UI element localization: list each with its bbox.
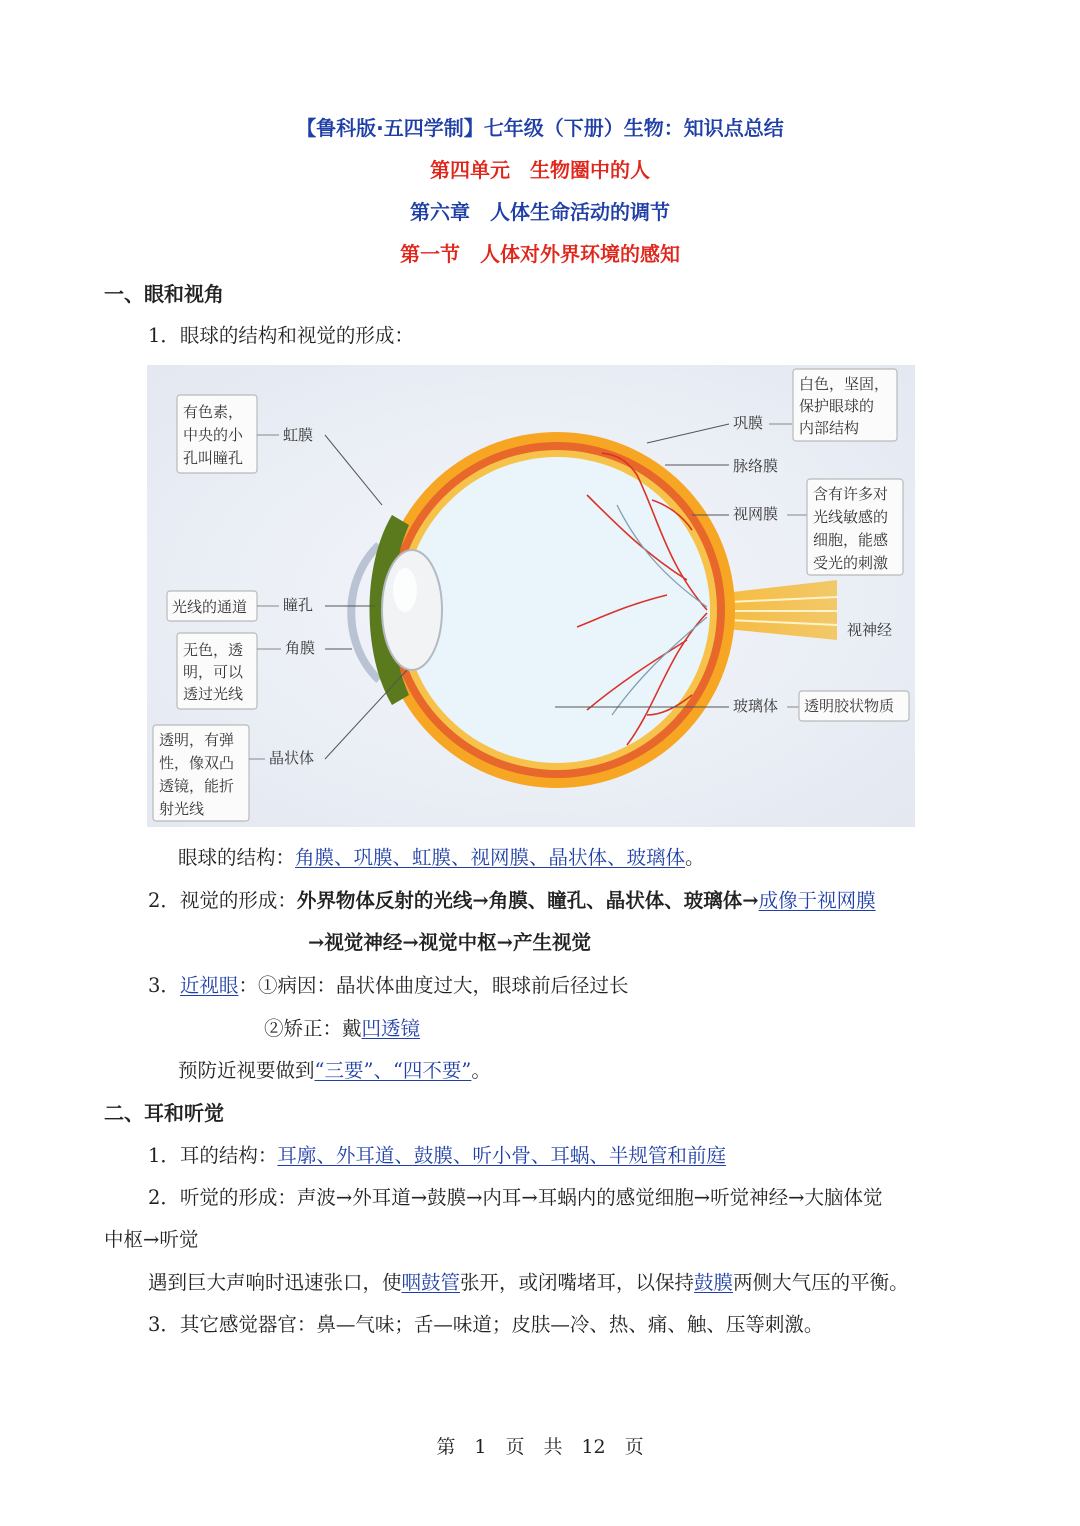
- hearing-formation-b: 中枢→听觉: [104, 1228, 199, 1251]
- ear-tip-c: 两侧大气压的平衡。: [733, 1271, 909, 1294]
- lens-note-2: 性，像双凸: [159, 754, 235, 772]
- ear-structure-label: 1．耳的结构：: [148, 1144, 278, 1167]
- lens-label: 晶状体: [269, 749, 315, 767]
- cornea-note-1: 无色，透: [183, 641, 244, 659]
- page-number: 第 1 页 共 12 页: [436, 1436, 644, 1458]
- sclera-note-1: 白色，坚固，: [799, 375, 890, 393]
- lens-note-3: 透镜，能折: [159, 777, 235, 795]
- myopia-fix: ②矫正：戴: [264, 1017, 362, 1040]
- choroid-label: 脉络膜: [733, 457, 779, 475]
- retina-note-2: 光线敏感的: [813, 508, 889, 526]
- eye-structure-line: [178, 845, 705, 871]
- vitreous-note: 透明胶状物质: [804, 697, 895, 715]
- cornea-note-2: 明，可以: [183, 663, 244, 681]
- myopia-fix-line: [264, 1016, 420, 1042]
- myopia-num: 3．: [148, 974, 180, 997]
- vitreous-shape: [404, 457, 710, 763]
- unit-title: 第四单元 生物圈中的人: [430, 158, 650, 182]
- pupil-note: 光线的通道: [172, 598, 248, 616]
- vision-formation-label: 2．视觉的形成：: [148, 889, 297, 912]
- iris-note-1: 有色素，: [183, 403, 244, 421]
- myopia-line: [148, 973, 628, 999]
- ear-tip-a: 遇到巨大声响时迅速张口，使: [148, 1271, 402, 1294]
- ear-tip-line: [148, 1270, 909, 1296]
- section2-heading: 二、耳和听觉: [104, 1101, 224, 1125]
- ear-structure-line: [148, 1143, 726, 1169]
- retina-note-1: 含有许多对: [813, 485, 889, 503]
- chapter-title: 第六章 人体生命活动的调节: [410, 200, 670, 224]
- vision-formation-a: 外界物体反射的光线→角膜、瞳孔、晶状体、玻璃体→: [296, 889, 759, 912]
- cornea-note-3: 透过光线: [183, 685, 244, 703]
- vision-formation-line: [148, 888, 876, 914]
- item1-eye-structure: 1．眼球的结构和视觉的形成：: [148, 324, 414, 347]
- section-title: 第一节 人体对外界环境的感知: [400, 242, 680, 266]
- iris-label: 虹膜: [283, 426, 314, 444]
- myopia-prevent-line: [178, 1058, 491, 1084]
- sclera-note-2: 保护眼球的: [799, 397, 875, 415]
- eye-diagram: [147, 365, 915, 827]
- optic-nerve-label: 视神经: [847, 621, 893, 639]
- retina-note-4: 受光的刺激: [813, 554, 889, 572]
- other-senses: 3．其它感觉器官：鼻—气味；舌—味道；皮肤—冷、热、痛、触、压等刺激。: [148, 1313, 824, 1336]
- eye-structure-value: 角膜、巩膜、虹膜、视网膜、晶状体、玻璃体: [295, 846, 686, 869]
- retina-label: 视网膜: [733, 505, 779, 523]
- eye-structure-end: 。: [685, 846, 705, 869]
- eye-structure-label: 眼球的结构：: [178, 846, 296, 869]
- iris-note-3: 孔叫瞳孔: [183, 449, 244, 467]
- ear-tip-term2: 鼓膜: [694, 1271, 734, 1294]
- ear-tip-term1: 咽鼓管: [401, 1271, 461, 1294]
- lens-note-4: 射光线: [159, 800, 205, 818]
- cornea-label: 角膜: [285, 639, 316, 657]
- myopia-term: 近视眼: [179, 974, 239, 997]
- vision-formation-c: →视觉神经→视觉中枢→产生视觉: [308, 931, 592, 954]
- vision-formation-b: 成像于视网膜: [758, 889, 876, 912]
- myopia-cause: ：①病因：晶状体曲度过大，眼球前后径过长: [238, 974, 629, 997]
- myopia-fix-term: 凹透镜: [361, 1017, 421, 1040]
- ear-tip-b: 张开，或闭嘴堵耳，以保持: [460, 1271, 695, 1294]
- doc-title: 【鲁科版·五四学制】七年级（下册）生物：知识点总结: [296, 116, 784, 140]
- vitreous-label: 玻璃体: [733, 697, 779, 715]
- lens-shape: [382, 550, 442, 670]
- hearing-formation-a: 2．听觉的形成：声波→外耳道→鼓膜→内耳→耳蜗内的感觉细胞→听觉神经→大脑体觉: [148, 1186, 883, 1209]
- sclera-note-3: 内部结构: [799, 419, 860, 437]
- section1-heading: 一、眼和视角: [104, 282, 224, 306]
- retina-note-3: 细胞，能感: [813, 531, 889, 549]
- myopia-prevent: 预防近视要做到: [178, 1059, 315, 1082]
- ear-structure-value: 耳廓、外耳道、鼓膜、听小骨、耳蜗、半规管和前庭: [277, 1144, 726, 1167]
- myopia-prevent-term: “三要”、“四不要”: [314, 1059, 472, 1082]
- myopia-prevent-end: 。: [471, 1059, 491, 1082]
- iris-note-2: 中央的小: [183, 426, 244, 444]
- sclera-label: 巩膜: [733, 414, 764, 432]
- pupil-label: 瞳孔: [283, 596, 314, 614]
- lens-note-1: 透明，有弹: [159, 731, 235, 749]
